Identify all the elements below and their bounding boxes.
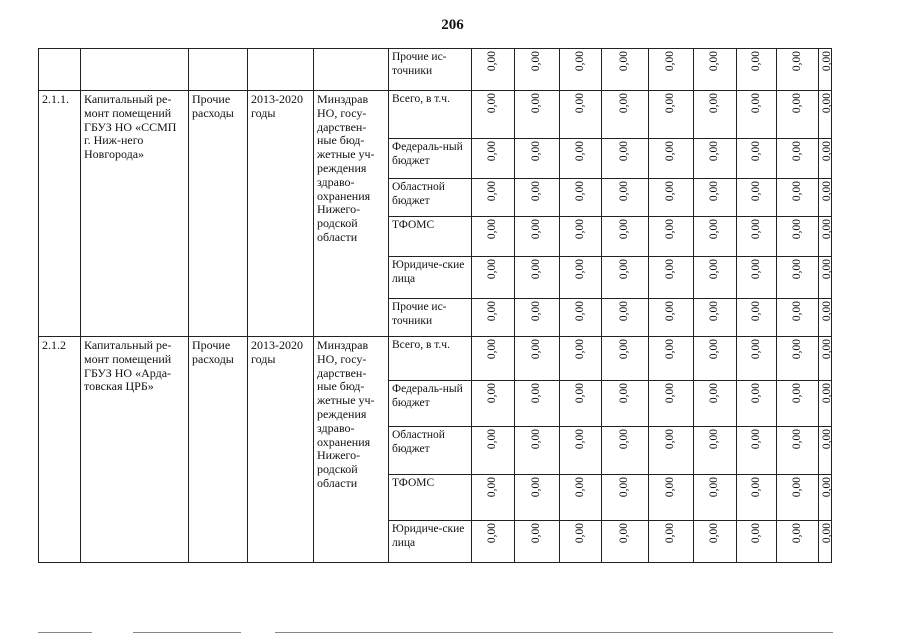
funding-source-cell: Прочие ис-точники bbox=[389, 49, 472, 91]
amount-value: 0,00 bbox=[486, 93, 499, 114]
amount-cell bbox=[649, 179, 694, 217]
amount-cell bbox=[515, 179, 560, 217]
amount-cell bbox=[777, 381, 819, 427]
amount-cell bbox=[602, 217, 649, 257]
amount-cell bbox=[515, 475, 560, 521]
amount-cell bbox=[560, 337, 602, 381]
item-number-cell: 2.1.2 bbox=[39, 337, 81, 563]
amount-value: 0,00 bbox=[486, 523, 499, 544]
funding-source-cell: ТФОМС bbox=[389, 475, 472, 521]
amount-cell bbox=[649, 337, 694, 381]
amount-value: 0,00 bbox=[486, 339, 499, 360]
amount-value: 0,00 bbox=[708, 339, 721, 360]
amount-value: 0,00 bbox=[790, 219, 803, 240]
amount-value: 0,00 bbox=[664, 429, 677, 450]
amount-value: 0,00 bbox=[530, 259, 543, 280]
funding-source-cell: Всего, в т.ч. bbox=[389, 91, 472, 139]
amount-cell bbox=[819, 179, 832, 217]
amount-cell bbox=[515, 49, 560, 91]
amount-cell bbox=[777, 139, 819, 179]
funding-source-cell: Федераль-ный бюджет bbox=[389, 139, 472, 179]
amount-cell bbox=[472, 217, 515, 257]
amount-value: 0,00 bbox=[618, 477, 631, 498]
amount-cell bbox=[694, 381, 737, 427]
item-name-cell bbox=[81, 49, 189, 91]
executor-cell: Минздрав НО, госу-дарствен-ные бюд-жетные уч-реждения здраво-охранения Нижего-родской области bbox=[314, 91, 389, 337]
amount-cell bbox=[694, 217, 737, 257]
amount-cell bbox=[602, 91, 649, 139]
amount-cell bbox=[777, 91, 819, 139]
amount-cell bbox=[472, 381, 515, 427]
amount-value: 0,00 bbox=[749, 219, 762, 240]
amount-cell bbox=[560, 381, 602, 427]
amount-value: 0,00 bbox=[664, 181, 677, 202]
amount-value: 0,00 bbox=[708, 259, 721, 280]
amount-cell bbox=[515, 381, 560, 427]
amount-value: 0,00 bbox=[486, 181, 499, 202]
amount-cell bbox=[694, 475, 737, 521]
amount-value: 0,00 bbox=[530, 219, 543, 240]
amount-cell bbox=[560, 217, 602, 257]
amount-cell bbox=[602, 381, 649, 427]
amount-value: 0,00 bbox=[708, 523, 721, 544]
amount-cell bbox=[694, 257, 737, 299]
amount-cell bbox=[737, 217, 777, 257]
amount-value: 0,00 bbox=[573, 383, 586, 404]
item-number-cell bbox=[39, 49, 81, 91]
amount-cell bbox=[649, 217, 694, 257]
amount-value: 0,00 bbox=[790, 141, 803, 162]
amount-cell bbox=[602, 521, 649, 563]
amount-cell bbox=[472, 179, 515, 217]
amount-cell bbox=[777, 299, 819, 337]
amount-cell bbox=[649, 475, 694, 521]
amount-value: 0,00 bbox=[790, 383, 803, 404]
funding-source-cell: ТФОМС bbox=[389, 217, 472, 257]
amount-cell bbox=[560, 179, 602, 217]
amount-value: 0,00 bbox=[821, 429, 833, 450]
amount-value: 0,00 bbox=[790, 429, 803, 450]
amount-value: 0,00 bbox=[618, 339, 631, 360]
funding-source-cell: Юридиче-ские лица bbox=[389, 257, 472, 299]
amount-cell bbox=[649, 49, 694, 91]
amount-value: 0,00 bbox=[664, 301, 677, 322]
amount-cell bbox=[737, 91, 777, 139]
period-cell: 2013-2020 годы bbox=[248, 91, 314, 337]
amount-value: 0,00 bbox=[618, 301, 631, 322]
expense-type-cell: Прочие расходы bbox=[189, 91, 248, 337]
amount-value: 0,00 bbox=[821, 93, 833, 114]
amount-cell bbox=[737, 49, 777, 91]
amount-cell bbox=[819, 427, 832, 475]
amount-cell bbox=[694, 179, 737, 217]
amount-cell bbox=[515, 299, 560, 337]
amount-cell bbox=[560, 49, 602, 91]
amount-cell bbox=[819, 475, 832, 521]
amount-value: 0,00 bbox=[708, 181, 721, 202]
amount-cell bbox=[737, 521, 777, 563]
amount-cell bbox=[694, 49, 737, 91]
period-cell bbox=[248, 49, 314, 91]
budget-table bbox=[38, 48, 832, 563]
amount-value: 0,00 bbox=[530, 93, 543, 114]
amount-value: 0,00 bbox=[573, 181, 586, 202]
amount-cell bbox=[560, 91, 602, 139]
amount-cell bbox=[777, 337, 819, 381]
amount-cell bbox=[602, 49, 649, 91]
amount-value: 0,00 bbox=[790, 339, 803, 360]
amount-value: 0,00 bbox=[573, 93, 586, 114]
amount-cell bbox=[649, 427, 694, 475]
amount-cell bbox=[560, 475, 602, 521]
amount-cell bbox=[737, 381, 777, 427]
amount-cell bbox=[777, 475, 819, 521]
amount-cell bbox=[515, 427, 560, 475]
amount-value: 0,00 bbox=[790, 51, 803, 72]
amount-cell bbox=[560, 427, 602, 475]
item-name-cell: Капитальный ре-монт помещений ГБУЗ НО «ССМП г. Ниж-него Новгорода» bbox=[81, 91, 189, 337]
amount-value: 0,00 bbox=[749, 477, 762, 498]
amount-value: 0,00 bbox=[708, 219, 721, 240]
amount-cell bbox=[560, 521, 602, 563]
amount-cell bbox=[777, 257, 819, 299]
amount-value: 0,00 bbox=[618, 523, 631, 544]
amount-cell bbox=[560, 139, 602, 179]
amount-value: 0,00 bbox=[530, 523, 543, 544]
amount-cell bbox=[737, 299, 777, 337]
amount-value: 0,00 bbox=[486, 259, 499, 280]
amount-cell bbox=[777, 49, 819, 91]
amount-value: 0,00 bbox=[708, 93, 721, 114]
amount-value: 0,00 bbox=[573, 51, 586, 72]
amount-cell bbox=[819, 337, 832, 381]
amount-value: 0,00 bbox=[749, 523, 762, 544]
amount-cell bbox=[515, 257, 560, 299]
amount-cell bbox=[472, 521, 515, 563]
amount-cell bbox=[694, 427, 737, 475]
amount-value: 0,00 bbox=[486, 141, 499, 162]
amount-value: 0,00 bbox=[486, 219, 499, 240]
amount-value: 0,00 bbox=[821, 383, 833, 404]
amount-cell bbox=[602, 299, 649, 337]
amount-value: 0,00 bbox=[821, 301, 833, 322]
amount-value: 0,00 bbox=[530, 141, 543, 162]
expense-type-cell: Прочие расходы bbox=[189, 337, 248, 563]
amount-cell bbox=[819, 139, 832, 179]
amount-value: 0,00 bbox=[664, 523, 677, 544]
amount-cell bbox=[472, 257, 515, 299]
funding-source-cell: Федераль-ный бюджет bbox=[389, 381, 472, 427]
amount-cell bbox=[819, 91, 832, 139]
amount-cell bbox=[819, 49, 832, 91]
amount-value: 0,00 bbox=[749, 301, 762, 322]
amount-cell bbox=[819, 257, 832, 299]
amount-value: 0,00 bbox=[664, 51, 677, 72]
amount-cell bbox=[472, 427, 515, 475]
amount-value: 0,00 bbox=[708, 301, 721, 322]
amount-value: 0,00 bbox=[573, 219, 586, 240]
amount-value: 0,00 bbox=[618, 219, 631, 240]
amount-value: 0,00 bbox=[664, 383, 677, 404]
amount-value: 0,00 bbox=[573, 339, 586, 360]
amount-cell bbox=[819, 521, 832, 563]
amount-cell bbox=[737, 257, 777, 299]
amount-value: 0,00 bbox=[618, 181, 631, 202]
amount-value: 0,00 bbox=[790, 259, 803, 280]
amount-value: 0,00 bbox=[664, 259, 677, 280]
amount-value: 0,00 bbox=[486, 477, 499, 498]
amount-value: 0,00 bbox=[486, 301, 499, 322]
amount-cell bbox=[737, 139, 777, 179]
funding-source-cell: Всего, в т.ч. bbox=[389, 337, 472, 381]
table-body bbox=[39, 49, 832, 563]
amount-cell bbox=[649, 257, 694, 299]
item-number-cell: 2.1.1. bbox=[39, 91, 81, 337]
table-row bbox=[39, 337, 832, 381]
page-number: 206 bbox=[441, 17, 464, 33]
amount-cell bbox=[515, 91, 560, 139]
amount-value: 0,00 bbox=[618, 259, 631, 280]
amount-value: 0,00 bbox=[821, 141, 833, 162]
amount-cell bbox=[737, 475, 777, 521]
amount-cell bbox=[649, 91, 694, 139]
amount-value: 0,00 bbox=[790, 181, 803, 202]
amount-cell bbox=[819, 299, 832, 337]
amount-value: 0,00 bbox=[790, 477, 803, 498]
amount-value: 0,00 bbox=[573, 141, 586, 162]
amount-value: 0,00 bbox=[708, 477, 721, 498]
amount-value: 0,00 bbox=[790, 93, 803, 114]
amount-cell bbox=[694, 521, 737, 563]
funding-source-cell: Областной бюджет bbox=[389, 427, 472, 475]
scan-line bbox=[275, 632, 833, 633]
executor-cell bbox=[314, 49, 389, 91]
amount-value: 0,00 bbox=[749, 383, 762, 404]
amount-value: 0,00 bbox=[664, 339, 677, 360]
amount-value: 0,00 bbox=[821, 339, 833, 360]
amount-value: 0,00 bbox=[749, 141, 762, 162]
amount-cell bbox=[649, 521, 694, 563]
amount-value: 0,00 bbox=[573, 259, 586, 280]
amount-value: 0,00 bbox=[790, 301, 803, 322]
expense-type-cell bbox=[189, 49, 248, 91]
item-name-cell: Капитальный ре-монт помещений ГБУЗ НО «Арда-товская ЦРБ» bbox=[81, 337, 189, 563]
amount-value: 0,00 bbox=[749, 259, 762, 280]
amount-cell bbox=[602, 257, 649, 299]
amount-value: 0,00 bbox=[573, 301, 586, 322]
amount-cell bbox=[472, 475, 515, 521]
amount-value: 0,00 bbox=[821, 523, 833, 544]
amount-cell bbox=[777, 179, 819, 217]
amount-value: 0,00 bbox=[530, 383, 543, 404]
amount-cell bbox=[602, 179, 649, 217]
amount-value: 0,00 bbox=[618, 93, 631, 114]
amount-value: 0,00 bbox=[708, 51, 721, 72]
amount-cell bbox=[602, 139, 649, 179]
amount-cell bbox=[602, 475, 649, 521]
amount-cell bbox=[777, 427, 819, 475]
amount-cell bbox=[515, 139, 560, 179]
amount-cell bbox=[515, 337, 560, 381]
amount-cell bbox=[737, 337, 777, 381]
amount-cell bbox=[649, 299, 694, 337]
amount-value: 0,00 bbox=[530, 339, 543, 360]
amount-cell bbox=[694, 139, 737, 179]
amount-value: 0,00 bbox=[708, 429, 721, 450]
amount-value: 0,00 bbox=[618, 383, 631, 404]
amount-cell bbox=[777, 217, 819, 257]
period-cell: 2013-2020 годы bbox=[248, 337, 314, 563]
funding-source-cell: Юридиче-ские лица bbox=[389, 521, 472, 563]
amount-value: 0,00 bbox=[664, 141, 677, 162]
amount-value: 0,00 bbox=[821, 259, 833, 280]
scan-line bbox=[38, 632, 92, 633]
amount-value: 0,00 bbox=[618, 51, 631, 72]
amount-cell bbox=[819, 381, 832, 427]
executor-cell: Минздрав НО, госу-дарствен-ные бюд-жетные уч-реждения здраво-охранения Нижего-родской области bbox=[314, 337, 389, 563]
amount-value: 0,00 bbox=[821, 477, 833, 498]
amount-cell bbox=[819, 217, 832, 257]
amount-value: 0,00 bbox=[618, 429, 631, 450]
amount-value: 0,00 bbox=[664, 219, 677, 240]
amount-value: 0,00 bbox=[708, 141, 721, 162]
amount-cell bbox=[737, 179, 777, 217]
amount-value: 0,00 bbox=[486, 51, 499, 72]
amount-value: 0,00 bbox=[708, 383, 721, 404]
amount-value: 0,00 bbox=[530, 477, 543, 498]
amount-value: 0,00 bbox=[530, 181, 543, 202]
amount-cell bbox=[472, 299, 515, 337]
amount-value: 0,00 bbox=[530, 51, 543, 72]
table-row bbox=[39, 49, 832, 91]
amount-cell bbox=[472, 91, 515, 139]
amount-cell bbox=[694, 337, 737, 381]
amount-value: 0,00 bbox=[664, 93, 677, 114]
amount-cell bbox=[560, 299, 602, 337]
amount-value: 0,00 bbox=[749, 339, 762, 360]
amount-value: 0,00 bbox=[664, 477, 677, 498]
amount-value: 0,00 bbox=[821, 51, 833, 72]
amount-cell bbox=[602, 427, 649, 475]
amount-cell bbox=[649, 139, 694, 179]
amount-cell bbox=[737, 427, 777, 475]
amount-cell bbox=[649, 381, 694, 427]
amount-cell bbox=[515, 217, 560, 257]
amount-cell bbox=[472, 49, 515, 91]
amount-cell bbox=[472, 139, 515, 179]
funding-source-cell: Областной бюджет bbox=[389, 179, 472, 217]
amount-value: 0,00 bbox=[618, 141, 631, 162]
amount-value: 0,00 bbox=[530, 429, 543, 450]
amount-value: 0,00 bbox=[530, 301, 543, 322]
table-row bbox=[39, 91, 832, 139]
scan-line bbox=[133, 632, 241, 633]
amount-cell bbox=[560, 257, 602, 299]
amount-cell bbox=[777, 521, 819, 563]
amount-value: 0,00 bbox=[486, 429, 499, 450]
amount-value: 0,00 bbox=[749, 181, 762, 202]
funding-source-cell: Прочие ис-точники bbox=[389, 299, 472, 337]
amount-cell bbox=[515, 521, 560, 563]
amount-cell bbox=[602, 337, 649, 381]
amount-cell bbox=[472, 337, 515, 381]
amount-cell bbox=[694, 299, 737, 337]
amount-value: 0,00 bbox=[749, 429, 762, 450]
amount-value: 0,00 bbox=[486, 383, 499, 404]
amount-value: 0,00 bbox=[821, 181, 833, 202]
amount-value: 0,00 bbox=[749, 51, 762, 72]
amount-value: 0,00 bbox=[573, 523, 586, 544]
amount-value: 0,00 bbox=[749, 93, 762, 114]
amount-value: 0,00 bbox=[790, 523, 803, 544]
amount-value: 0,00 bbox=[821, 219, 833, 240]
amount-cell bbox=[694, 91, 737, 139]
amount-value: 0,00 bbox=[573, 477, 586, 498]
amount-value: 0,00 bbox=[573, 429, 586, 450]
